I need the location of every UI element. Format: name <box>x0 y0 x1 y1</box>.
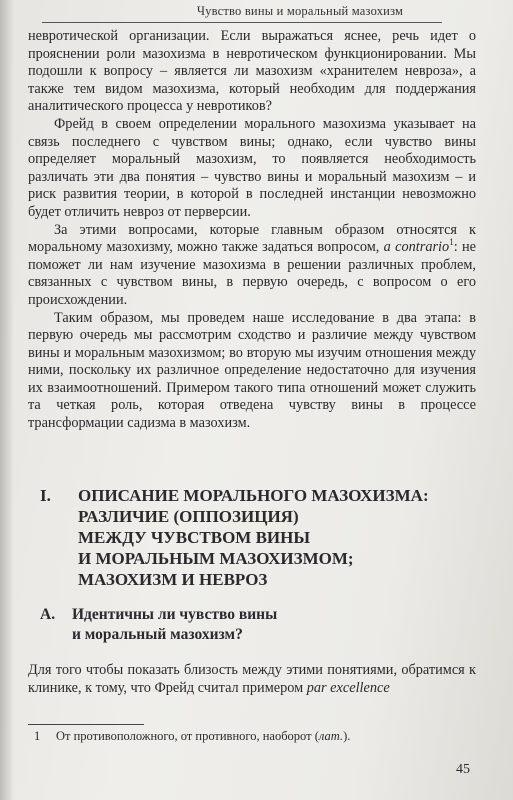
paragraph: Фрейд в своем определении морального мазохизма указывает на связь последнего с чувством вины; однако, если чувство вины определяет моральный мазохизм, то появляется необходимость различать эти два понятия – чувство вины и моральный мазохизм – и риск развития теории, в которой в последней инстанции невозможно будет отличить невроз от перверсии. <box>28 115 476 220</box>
footnote-number: 1 <box>34 729 41 743</box>
chapter-title-line: И МОРАЛЬНЫМ МАЗОХИЗМОМ; <box>78 549 354 568</box>
chapter-title-line: ОПИСАНИЕ МОРАЛЬНОГО МАЗОХИЗМА: <box>78 486 429 505</box>
latin-phrase: par excellence <box>306 680 390 696</box>
paragraph-text: За этими вопросами, которые главным образом относятся к моральному мазохизму, можно также задаться вопросом, <box>28 221 476 256</box>
section-text <box>28 661 476 697</box>
main-text <box>28 28 476 433</box>
chapter-heading <box>40 485 470 590</box>
section-heading <box>40 605 470 645</box>
footnote-text-end: ). <box>343 729 351 743</box>
footnote <box>34 728 454 744</box>
paragraph: невротической организации. Если выражаться яснее, речь идет о прояснении роли мазохизма в невротическом функционировании. Мы подошли к вопросу – является ли мазохизм «хранителем невроза», а также тем видом мазохизма, который необходим для поддержания аналитического процесса у невротиков? <box>28 28 476 115</box>
running-head: Чувство вины и моральный мазохизм <box>196 4 404 18</box>
section-title-line: и моральный мазохизм? <box>72 626 243 643</box>
chapter-title-line: МАЗОХИЗМ И НЕВРОЗ <box>78 570 268 589</box>
section-title-line: Идентичны ли чувство вины <box>72 606 278 623</box>
paragraph-contrario <box>28 222 476 310</box>
page-number: 45 <box>456 762 470 777</box>
paragraph: Таким образом, мы проведем наше исследование в два этапа: в первую очередь мы рассмотрим сходство и различие между чувством вины и моральным мазохизмом; во вторую мы изучим отношения между ними, поскольку их различное определение недостаточно для изучения их взаимоотношений. Примером такого типа отношений может служить та четкая роль, которая отведена чувству вины в процессе трансформации садизма в мазохизм. <box>28 309 476 432</box>
latin-phrase: a contrario <box>383 239 450 256</box>
section-number: A. <box>40 606 56 623</box>
paragraph <box>28 661 476 697</box>
footnote-abbr: лат. <box>318 729 344 743</box>
header-rule <box>42 22 442 23</box>
footnote-rule <box>28 724 144 725</box>
chapter-number: I. <box>40 486 51 505</box>
chapter-title-line: РАЗЛИЧИЕ (ОППОЗИЦИЯ) <box>78 507 299 526</box>
footnote-text: От противоположного, от противного, наоборот ( <box>56 729 319 743</box>
paragraph-text: Для того чтобы показать близость между этими понятиями, обратимся к клинике, к тому, что Фрейд считал примером <box>28 662 476 696</box>
footnote-marker: 1 <box>449 237 454 248</box>
paragraph-text: : не поможет ли нам изучение мазохизма в решении различных проблем, связанных с чувством вины, в первую очередь, с вопросом о его происхождении. <box>28 239 477 308</box>
chapter-title-line: МЕЖДУ ЧУВСТВОМ ВИНЫ <box>78 528 311 547</box>
